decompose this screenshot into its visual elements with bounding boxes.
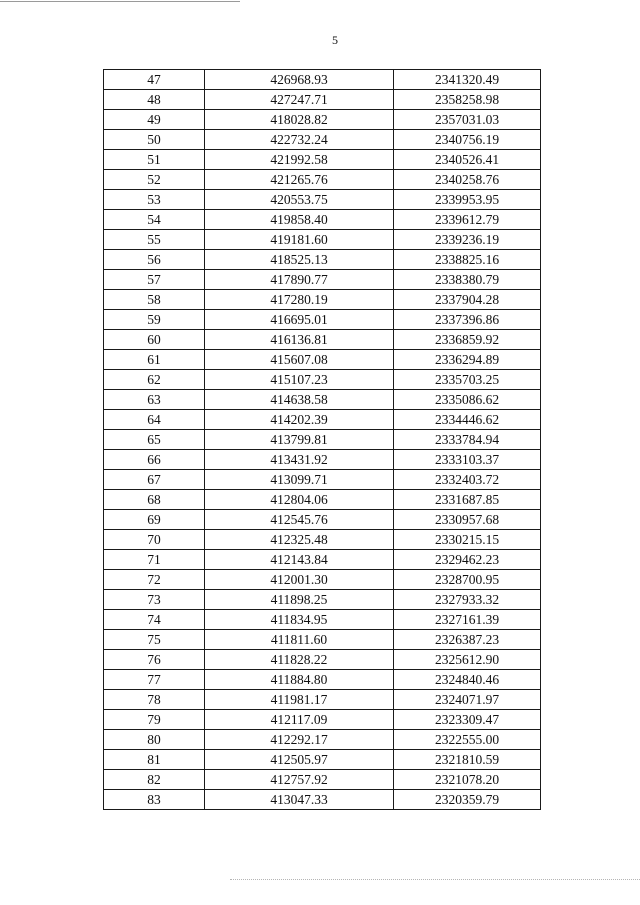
point-number-cell: 48: [104, 90, 205, 110]
point-number-cell: 76: [104, 650, 205, 670]
table-row: [104, 730, 541, 750]
table-row: [104, 90, 541, 110]
y-coordinate-cell: 2330215.15: [394, 530, 541, 550]
y-coordinate-cell: 2340526.41: [394, 150, 541, 170]
point-number-cell: 66: [104, 450, 205, 470]
x-coordinate-cell: 418525.13: [205, 250, 394, 270]
point-number-cell: 82: [104, 770, 205, 790]
y-coordinate-cell: 2336294.89: [394, 350, 541, 370]
table-row: [104, 790, 541, 810]
y-coordinate-cell: 2340258.76: [394, 170, 541, 190]
x-coordinate-cell: 419858.40: [205, 210, 394, 230]
x-coordinate-cell: 419181.60: [205, 230, 394, 250]
y-coordinate-cell: 2335086.62: [394, 390, 541, 410]
table-row: [104, 130, 541, 150]
x-coordinate-cell: 414202.39: [205, 410, 394, 430]
y-coordinate-cell: 2326387.23: [394, 630, 541, 650]
y-coordinate-cell: 2325612.90: [394, 650, 541, 670]
point-number-cell: 65: [104, 430, 205, 450]
point-number-cell: 62: [104, 370, 205, 390]
x-coordinate-cell: 417890.77: [205, 270, 394, 290]
table-row: [104, 350, 541, 370]
table-row: [104, 470, 541, 490]
point-number-cell: 51: [104, 150, 205, 170]
point-number-cell: 71: [104, 550, 205, 570]
point-number-cell: 73: [104, 590, 205, 610]
point-number-cell: 56: [104, 250, 205, 270]
x-coordinate-cell: 413099.71: [205, 470, 394, 490]
y-coordinate-cell: 2322555.00: [394, 730, 541, 750]
y-coordinate-cell: 2357031.03: [394, 110, 541, 130]
coordinate-table: [103, 69, 541, 810]
y-coordinate-cell: 2358258.98: [394, 90, 541, 110]
scan-edge-line-bottom: [230, 879, 640, 880]
x-coordinate-cell: 416695.01: [205, 310, 394, 330]
point-number-cell: 75: [104, 630, 205, 650]
point-number-cell: 57: [104, 270, 205, 290]
table-row: [104, 710, 541, 730]
x-coordinate-cell: 411884.80: [205, 670, 394, 690]
table-row: [104, 330, 541, 350]
x-coordinate-cell: 418028.82: [205, 110, 394, 130]
point-number-cell: 72: [104, 570, 205, 590]
x-coordinate-cell: 413047.33: [205, 790, 394, 810]
table-row: [104, 750, 541, 770]
x-coordinate-cell: 412804.06: [205, 490, 394, 510]
y-coordinate-cell: 2331687.85: [394, 490, 541, 510]
table-row: [104, 190, 541, 210]
point-number-cell: 68: [104, 490, 205, 510]
point-number-cell: 49: [104, 110, 205, 130]
page-number: 5: [332, 33, 338, 47]
x-coordinate-cell: 412117.09: [205, 710, 394, 730]
point-number-cell: 60: [104, 330, 205, 350]
x-coordinate-cell: 415607.08: [205, 350, 394, 370]
point-number-cell: 50: [104, 130, 205, 150]
point-number-cell: 78: [104, 690, 205, 710]
y-coordinate-cell: 2340756.19: [394, 130, 541, 150]
x-coordinate-cell: 413431.92: [205, 450, 394, 470]
point-number-cell: 58: [104, 290, 205, 310]
table-row: [104, 490, 541, 510]
y-coordinate-cell: 2334446.62: [394, 410, 541, 430]
table-row: [104, 630, 541, 650]
table-row: [104, 370, 541, 390]
table-row: [104, 110, 541, 130]
point-number-cell: 79: [104, 710, 205, 730]
point-number-cell: 69: [104, 510, 205, 530]
y-coordinate-cell: 2327933.32: [394, 590, 541, 610]
y-coordinate-cell: 2328700.95: [394, 570, 541, 590]
table-row: [104, 690, 541, 710]
x-coordinate-cell: 412143.84: [205, 550, 394, 570]
y-coordinate-cell: 2337904.28: [394, 290, 541, 310]
x-coordinate-cell: 413799.81: [205, 430, 394, 450]
y-coordinate-cell: 2327161.39: [394, 610, 541, 630]
y-coordinate-cell: 2335703.25: [394, 370, 541, 390]
x-coordinate-cell: 411828.22: [205, 650, 394, 670]
x-coordinate-cell: 411981.17: [205, 690, 394, 710]
y-coordinate-cell: 2339953.95: [394, 190, 541, 210]
table-row: [104, 570, 541, 590]
x-coordinate-cell: 426968.93: [205, 70, 394, 90]
table-row: [104, 230, 541, 250]
x-coordinate-cell: 420553.75: [205, 190, 394, 210]
x-coordinate-cell: 421265.76: [205, 170, 394, 190]
x-coordinate-cell: 411834.95: [205, 610, 394, 630]
x-coordinate-cell: 416136.81: [205, 330, 394, 350]
y-coordinate-cell: 2338825.16: [394, 250, 541, 270]
y-coordinate-cell: 2320359.79: [394, 790, 541, 810]
x-coordinate-cell: 427247.71: [205, 90, 394, 110]
table-row: [104, 210, 541, 230]
table-row: [104, 670, 541, 690]
x-coordinate-cell: 412505.97: [205, 750, 394, 770]
x-coordinate-cell: 422732.24: [205, 130, 394, 150]
y-coordinate-cell: 2341320.49: [394, 70, 541, 90]
y-coordinate-cell: 2339612.79: [394, 210, 541, 230]
table-row: [104, 150, 541, 170]
y-coordinate-cell: 2338380.79: [394, 270, 541, 290]
point-number-cell: 67: [104, 470, 205, 490]
y-coordinate-cell: 2330957.68: [394, 510, 541, 530]
point-number-cell: 74: [104, 610, 205, 630]
point-number-cell: 47: [104, 70, 205, 90]
point-number-cell: 61: [104, 350, 205, 370]
table-row: [104, 530, 541, 550]
x-coordinate-cell: 412757.92: [205, 770, 394, 790]
point-number-cell: 83: [104, 790, 205, 810]
y-coordinate-cell: 2321078.20: [394, 770, 541, 790]
table-row: [104, 170, 541, 190]
table-row: [104, 270, 541, 290]
table-row: [104, 510, 541, 530]
point-number-cell: 77: [104, 670, 205, 690]
point-number-cell: 53: [104, 190, 205, 210]
y-coordinate-cell: 2329462.23: [394, 550, 541, 570]
y-coordinate-cell: 2323309.47: [394, 710, 541, 730]
table-row: [104, 590, 541, 610]
x-coordinate-cell: 412001.30: [205, 570, 394, 590]
point-number-cell: 63: [104, 390, 205, 410]
coordinate-table-body: [104, 70, 541, 810]
table-row: [104, 310, 541, 330]
table-row: [104, 430, 541, 450]
x-coordinate-cell: 415107.23: [205, 370, 394, 390]
table-row: [104, 410, 541, 430]
point-number-cell: 81: [104, 750, 205, 770]
table-row: [104, 550, 541, 570]
y-coordinate-cell: 2321810.59: [394, 750, 541, 770]
table-row: [104, 770, 541, 790]
y-coordinate-cell: 2332403.72: [394, 470, 541, 490]
y-coordinate-cell: 2333103.37: [394, 450, 541, 470]
x-coordinate-cell: 412292.17: [205, 730, 394, 750]
y-coordinate-cell: 2339236.19: [394, 230, 541, 250]
scan-edge-line-top: [0, 1, 240, 2]
x-coordinate-cell: 411898.25: [205, 590, 394, 610]
point-number-cell: 70: [104, 530, 205, 550]
x-coordinate-cell: 412545.76: [205, 510, 394, 530]
table-row: [104, 610, 541, 630]
point-number-cell: 80: [104, 730, 205, 750]
table-row: [104, 290, 541, 310]
x-coordinate-cell: 417280.19: [205, 290, 394, 310]
y-coordinate-cell: 2336859.92: [394, 330, 541, 350]
y-coordinate-cell: 2337396.86: [394, 310, 541, 330]
table-row: [104, 70, 541, 90]
point-number-cell: 64: [104, 410, 205, 430]
point-number-cell: 52: [104, 170, 205, 190]
point-number-cell: 54: [104, 210, 205, 230]
table-row: [104, 390, 541, 410]
x-coordinate-cell: 412325.48: [205, 530, 394, 550]
y-coordinate-cell: 2324840.46: [394, 670, 541, 690]
x-coordinate-cell: 411811.60: [205, 630, 394, 650]
table-row: [104, 450, 541, 470]
x-coordinate-cell: 421992.58: [205, 150, 394, 170]
table-row: [104, 250, 541, 270]
table-row: [104, 650, 541, 670]
point-number-cell: 55: [104, 230, 205, 250]
y-coordinate-cell: 2333784.94: [394, 430, 541, 450]
x-coordinate-cell: 414638.58: [205, 390, 394, 410]
y-coordinate-cell: 2324071.97: [394, 690, 541, 710]
point-number-cell: 59: [104, 310, 205, 330]
